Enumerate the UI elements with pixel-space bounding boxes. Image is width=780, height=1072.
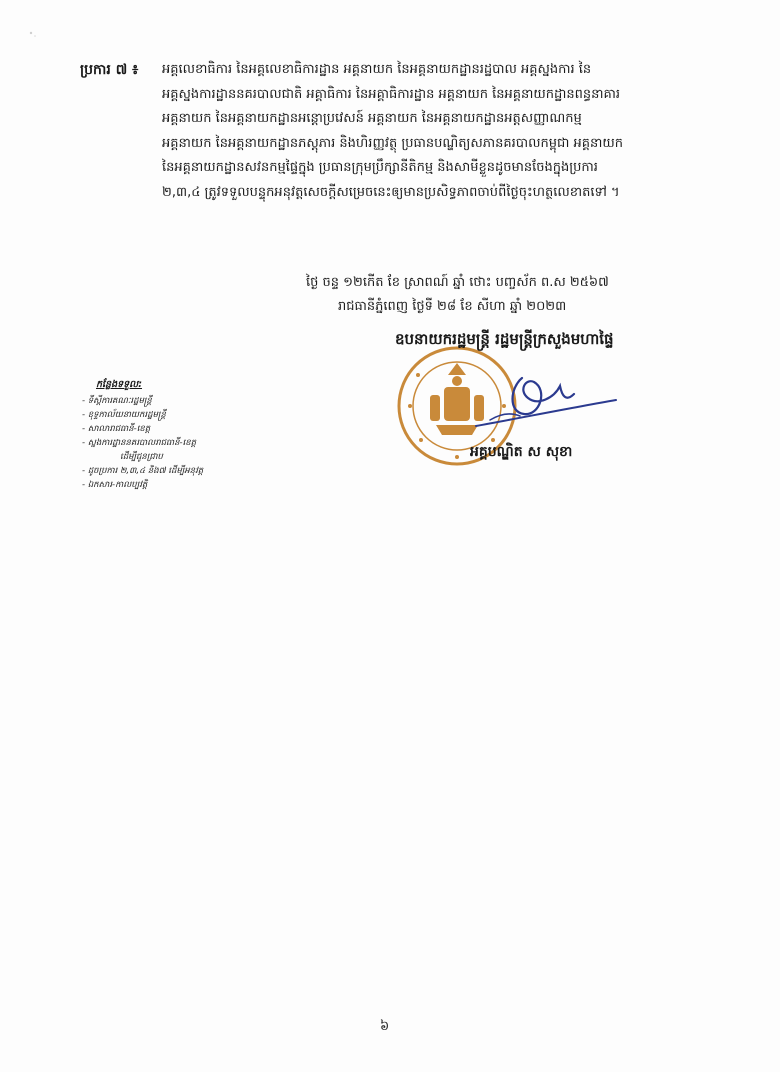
paragraph-line: អគ្គស្នងការដ្ឋាននគរបាលជាតិ អគ្គាធិការ នៃអគ្គាធិការដ្ឋាន អគ្គនាយក នៃអគ្គនាយកដ្ឋានពន្ធនាគារ (162, 86, 621, 102)
paragraph-line: នៃអគ្គនាយកដ្ឋានសវនកម្មផ្ទៃក្នុង ប្រធានក្រុមប្រឹក្សានីតិកម្ម និងសាមីខ្លួនដូចមានចែងក្នុងប្រការ (162, 160, 598, 175)
paragraph-line: ២,៣,៤ ត្រូវទទួលបន្ទុកអនុវត្តសេចក្ដីសម្រេចនេះឲ្យមានប្រសិទ្ធភាពចាប់ពីថ្ងៃចុះហត្ថលេខាតទៅ ។ (162, 184, 620, 200)
lunar-date: ថ្ងៃ ចន្ទ ១២កើត ខែ ស្រាពណ៍ ឆ្នាំ ថោះ បញ្ចស័ក ព.ស ២៥៦៧ (306, 275, 609, 290)
signer-title: ឧបនាយករដ្ឋមន្ត្រី រដ្ឋមន្ត្រីក្រសួងមហាផ្ទៃ (395, 330, 614, 348)
paragraph-line: អគ្គនាយក នៃអគ្គនាយកដ្ឋានភស្តុភារ និងហិរញ្ញវត្ថុ ប្រធានបណ្ឌិត្យសភានគរបាលកម្ពុជា អគ្គនាយក (162, 135, 623, 151)
article-paragraph (162, 58, 710, 205)
recipient-item: - ដូចប្រការ ២,៣,៤ និង៧ ដើម្បីអនុវត្ត (82, 466, 204, 476)
recipient-item: - ខុទ្ទកាល័យនាយករដ្ឋមន្ត្រី (82, 410, 166, 420)
paragraph-line: អគ្គលេខាធិការ នៃអគ្គលេខាធិការដ្ឋាន អគ្គនាយក នៃអគ្គនាយកដ្ឋានរដ្ឋបាល អគ្គស្នងការ នៃ (162, 62, 592, 77)
article-label: ប្រការ ៧ ៖ (80, 62, 139, 78)
solar-date: រាជធានីភ្នំពេញ ថ្ងៃទី ២៨ ខែ សីហា ឆ្នាំ ២០២៣ (338, 299, 567, 314)
recipients-title: កន្លែងទទួល: (96, 379, 143, 390)
page-number: ៦ (380, 1019, 390, 1034)
recipient-item: - ស្នងការដ្ឋាននគរបាលរាជធានី-ខេត្ត (82, 438, 197, 448)
recipient-item: - ឯកសារ-កាលប្បវត្តិ (82, 480, 148, 490)
recipients-list (82, 378, 262, 492)
recipient-item: ដើម្បីជូនជ្រាប (120, 452, 163, 462)
paragraph-line: អគ្គនាយក នៃអគ្គនាយកដ្ឋានអន្តោប្រវេសន៍ អគ្គនាយក នៃអគ្គនាយកដ្ឋានអត្តសញ្ញាណកម្ម (162, 111, 582, 126)
recipient-item: - ទីស្ដីការគណៈរដ្ឋមន្ត្រី (82, 396, 152, 406)
scan-speck (28, 30, 38, 40)
signer-name: អគ្គបណ្ឌិត ស សុខា (470, 444, 573, 460)
recipient-item: - សាលារាជធានី-ខេត្ត (82, 424, 151, 434)
signature-icon (470, 368, 620, 438)
